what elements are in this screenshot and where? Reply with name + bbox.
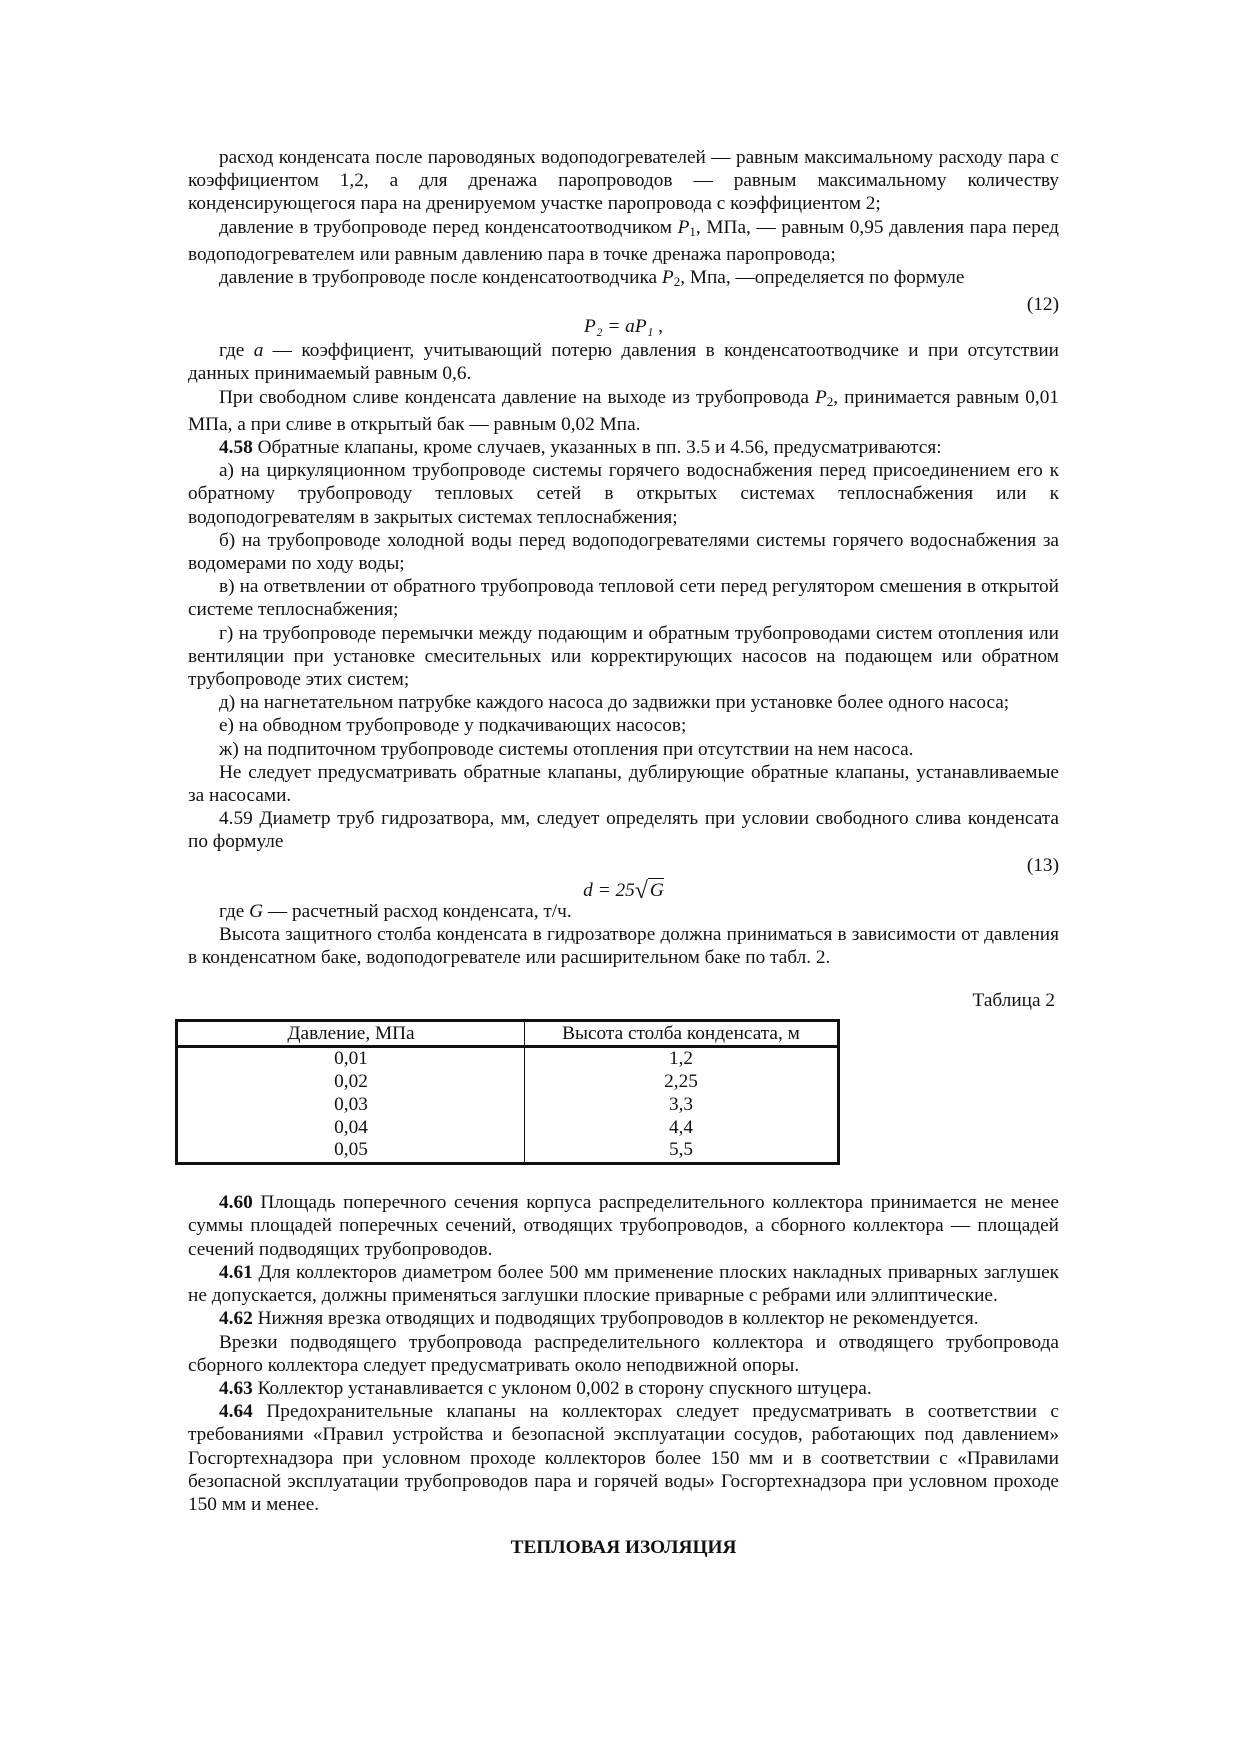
text-segment: — расчетный расход конденсата, т/ч. [263,900,572,922]
table-cell: 1,2 [668,1048,694,1070]
table-cell: 0,02 [177,1071,525,1094]
text-segment: Коллектор устанавливается с уклоном 0,002 в сторону спускного штуцера. [252,1377,872,1399]
paragraph-where-g [188,900,1059,923]
table-cell: 0,01 [177,1047,525,1071]
text-segment: Нижняя врезка отводящих и подводящих трубопроводов в коллектор не рекомендуется. [252,1308,979,1330]
table-cell: 5,5 [668,1139,694,1161]
paragraph-where-a [188,339,1059,385]
clause-number: 4.61 [219,1261,253,1283]
text-segment: — коэффициент, учитывающий потерю давления в конденсатоотводчике и при отсутствии данных принимаемый равным 0,6. [188,340,1059,385]
formula-12 [188,293,1059,339]
formula-expression [188,878,1059,902]
formula-13 [188,854,1059,904]
variable-a: a [253,340,264,362]
variable-p: P [677,216,690,238]
table-cell: 0,05 [177,1139,525,1163]
clause-number: 4.62 [219,1308,253,1330]
paragraph-no-duplicate-valves: Не следует предусматривать обратные клапаны, дублирующие обратные клапаны, устанавливаемые за насосами. [188,761,1059,807]
text-segment: где [219,900,250,922]
list-item: ж) на подпиточном трубопроводе системы отопления при отсутствии на нем насоса. [219,738,914,760]
table-row [177,1047,839,1071]
table-2 [175,1019,840,1166]
paragraph-4-64 [188,1400,1059,1516]
text-segment: , принимается равным 0,01 МПа, а при сливе в открытый бак — равным 0,02 Мпа. [188,386,1059,435]
text-segment: Для коллекторов диаметром более 500 мм применение плоских накладных приварных заглушек не допускается, должны применяться заглушки плоские приварные с ребрами или эллиптические. [188,1261,1059,1307]
document-body [188,146,1059,1559]
subscript: 1 [689,223,696,239]
paragraph-pressure-before-trap [188,216,1059,266]
clause-number: 4.63 [219,1377,253,1399]
clause-number: 4.58 [219,437,253,459]
table-cell: 2,25 [664,1071,698,1093]
clause-number: 4.64 [219,1401,253,1423]
table-cell: 4,4 [668,1116,694,1138]
paragraph-4-58 [188,436,1059,459]
text-segment: Предохранительные клапаны на коллекторах следует предусматривать в соответствии с требованиями «Правил устройства и безопасной эксплуатации сосудов, работающих под давлением» Госгортехнадзора при условном проходе коллекторов более 150 мм и в соответствии с «Правилами безопасной эксплуатации трубопроводов пара и горячей воды» Госгортехнадзора при условном проходе 150 мм и менее. [188,1401,1059,1515]
column-header-pressure: Давление, МПа [177,1020,525,1047]
table-cell: 3,3 [668,1093,694,1115]
list-item: д) на нагнетательном патрубке каждого насоса до задвижки при установке более одного насоса; [219,692,1010,714]
text-segment: , МПа, — равным 0,95 давления пара перед водоподогревателем или равным давлению пара в точке дренажа паропровода; [188,216,1059,265]
text-segment: , Мпа, —определяется по формуле [680,267,965,289]
variable-p: P [661,267,674,289]
formula-number: (12) [1026,294,1059,316]
table-row [177,1139,839,1163]
variable-p: P [815,386,827,408]
formula-number: (13) [1026,854,1059,876]
paragraph-condensate-flow: расход конденсата после пароводяных водоподогревателей — равным максимальному расходу пара с коэффициентом 1,2, а для дренажа паропроводов — равным максимальному количеству конденсирующегося пара на дренируемом участке паропровода с коэффициентом 2; [188,147,1059,215]
clause-number: 4.60 [219,1192,253,1214]
paragraph-4-60 [188,1191,1059,1261]
table-row [177,1071,839,1094]
sqrt-icon: √ [634,877,648,904]
variable-g: G [249,900,264,922]
paragraph-inlets: Врезки подводящего трубопровода распределительного коллектора и отводящего трубопровода сборного коллектора следует предусматривать около неподвижной опоры. [188,1331,1059,1376]
paragraph-seal-height: Высота защитного столба конденсата в гидрозатворе должна приниматься в зависимости от давления в конденсатном баке, водоподогревателе или расширительном баке по табл. 2. [188,923,1059,969]
text-segment: давление в трубопроводе перед конденсатоотводчиком [219,216,678,238]
table-row [177,1094,839,1117]
text-segment: где [219,340,254,362]
paragraph-4-62 [188,1307,1059,1330]
text-segment: Площадь поперечного сечения корпуса распределительного коллектора принимается не менее суммы площадей поперечных сечений, отводящих трубопроводов, а сборного коллектора — площадей сечений подводящих трубопроводов. [188,1192,1059,1260]
text-segment: давление в трубопроводе после конденсатоотводчика [219,267,662,289]
list-item: г) на трубопроводе перемычки между подающим и обратным трубопроводами систем отопления или вентиляции при установке смесительных или корректирующих насосов на подающем или обратном трубопроводе этих систем; [188,622,1059,691]
table-row [177,1117,839,1140]
formula-lhs: d = 25 [583,879,635,901]
list-item: в) на ответвлении от обратного трубопровода тепловой сети перед регулятором смешения в открытой системе теплоснабжения; [188,576,1059,621]
column-header-height: Высота столба конденсата, м [525,1020,839,1047]
paragraph-4-59: 4.59 Диаметр труб гидрозатвора, мм, следует определять при условии свободного слива конденсата по формуле [188,808,1059,853]
subscript: 2 [673,274,681,290]
section-heading: ТЕПЛОВАЯ ИЗОЛЯЦИЯ [510,1537,737,1559]
paragraph-free-drain [188,386,1059,436]
formula-expression: P₂ = aP₁ , [584,316,663,338]
table-header-row [177,1020,839,1047]
list-item: а) на циркуляционном трубопроводе системы горячего водоснабжения перед присоединением его к обратному трубопроводу тепловых сетей в открытых системах теплоснабжения или к водоподогревателям в закрытых системах теплоснабжения; [188,460,1059,528]
paragraph-pressure-after-trap [188,266,1059,293]
table-cell: 0,04 [177,1117,525,1140]
text-segment: При свободном сливе конденсата давление на выходе из трубопровода [219,386,815,408]
table-caption: Таблица 2 [972,990,1055,1012]
paragraph-4-61 [188,1261,1059,1307]
table-cell: 0,03 [177,1094,525,1117]
list-item: е) на обводном трубопроводе у подкачивающих насосов; [219,715,687,737]
text-segment: Обратные клапаны, кроме случаев, указанных в пп. 3.5 и 4.56, предусматриваются: [252,437,942,459]
list-item: б) на трубопроводе холодной воды перед водоподогревателями системы горячего водоснабжения за водомерами по ходу воды; [188,529,1059,575]
formula-radicand: G [649,879,664,901]
paragraph-4-63 [188,1377,1059,1400]
subscript: 2 [826,393,834,409]
